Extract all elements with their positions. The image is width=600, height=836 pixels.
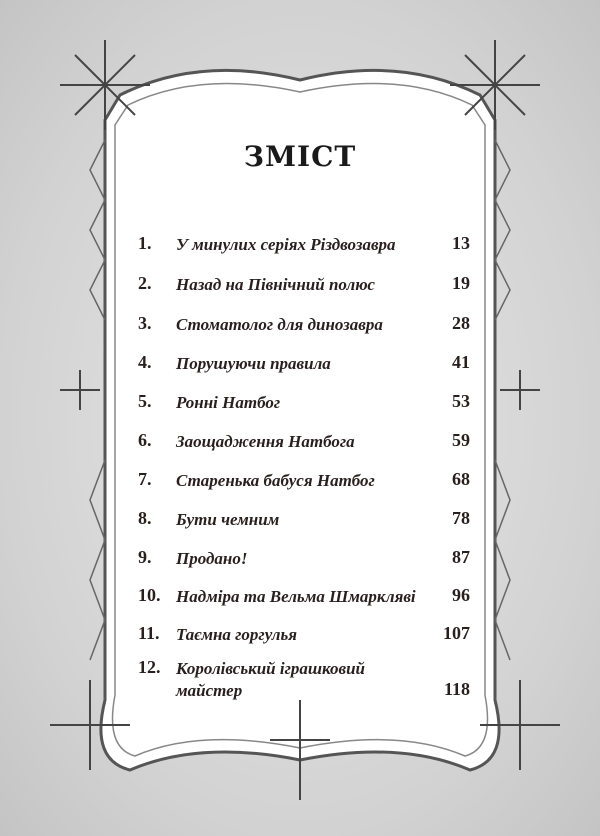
chapter-title: Королівський іграшковий майстер (176, 659, 366, 700)
chapter-number: 11. (138, 623, 160, 643)
toc-entry[interactable] (138, 623, 470, 647)
page-number: 41 (452, 352, 470, 372)
page-number: 107 (443, 623, 470, 643)
toc-entry[interactable] (138, 585, 470, 609)
chapter-number: 6. (138, 430, 152, 450)
chapter-title: Бути чемним (176, 510, 280, 529)
chapter-title: Таємна горгулья (176, 625, 298, 644)
page-number: 53 (452, 391, 470, 411)
toc-entry[interactable] (138, 469, 470, 493)
chapter-number: 10. (138, 585, 161, 605)
chapter-title: Ронні Натбог (176, 393, 281, 412)
chapter-title: Назад на Північний полюс (176, 275, 375, 294)
chapter-number: 1. (138, 233, 152, 253)
toc-entry[interactable] (138, 547, 470, 571)
chapter-number: 5. (138, 391, 152, 411)
toc-entry[interactable] (138, 352, 470, 376)
page-number: 78 (452, 508, 470, 528)
page-number: 13 (452, 233, 470, 253)
page-number: 96 (452, 585, 470, 605)
chapter-number: 8. (138, 508, 152, 528)
page-number: 59 (452, 430, 470, 450)
page-number: 87 (452, 547, 470, 567)
toc-entry[interactable] (138, 233, 470, 257)
chapter-title: Стоматолог для динозавра (176, 315, 383, 334)
toc-entry[interactable] (138, 273, 470, 297)
chapter-number: 4. (138, 352, 152, 372)
toc-entry[interactable] (138, 430, 470, 454)
chapter-title: Старенька бабуся Натбог (176, 471, 375, 490)
chapter-number: 7. (138, 469, 152, 489)
page-number: 68 (452, 469, 470, 489)
page-title: ЗМІСТ (243, 140, 357, 173)
page-number: 28 (452, 313, 470, 333)
chapter-number: 12. (138, 657, 161, 677)
page-number: 19 (452, 273, 470, 293)
page-number: 118 (443, 679, 470, 699)
toc-entry[interactable] (138, 657, 470, 705)
toc-entry[interactable] (138, 508, 470, 532)
chapter-title: Заощадження Натбога (176, 432, 355, 451)
chapter-title: У минулих серіях Різдвозавра (176, 235, 396, 254)
chapter-number: 3. (138, 313, 152, 333)
chapter-number: 2. (138, 273, 152, 293)
toc-entry[interactable] (138, 313, 470, 337)
toc-entry[interactable] (138, 391, 470, 415)
chapter-number: 9. (138, 547, 152, 567)
chapter-title: Надміра та Вельма Шмаркляві (176, 587, 416, 606)
chapter-title: Порушуючи правила (176, 354, 331, 373)
chapter-title: Продано! (176, 549, 248, 568)
